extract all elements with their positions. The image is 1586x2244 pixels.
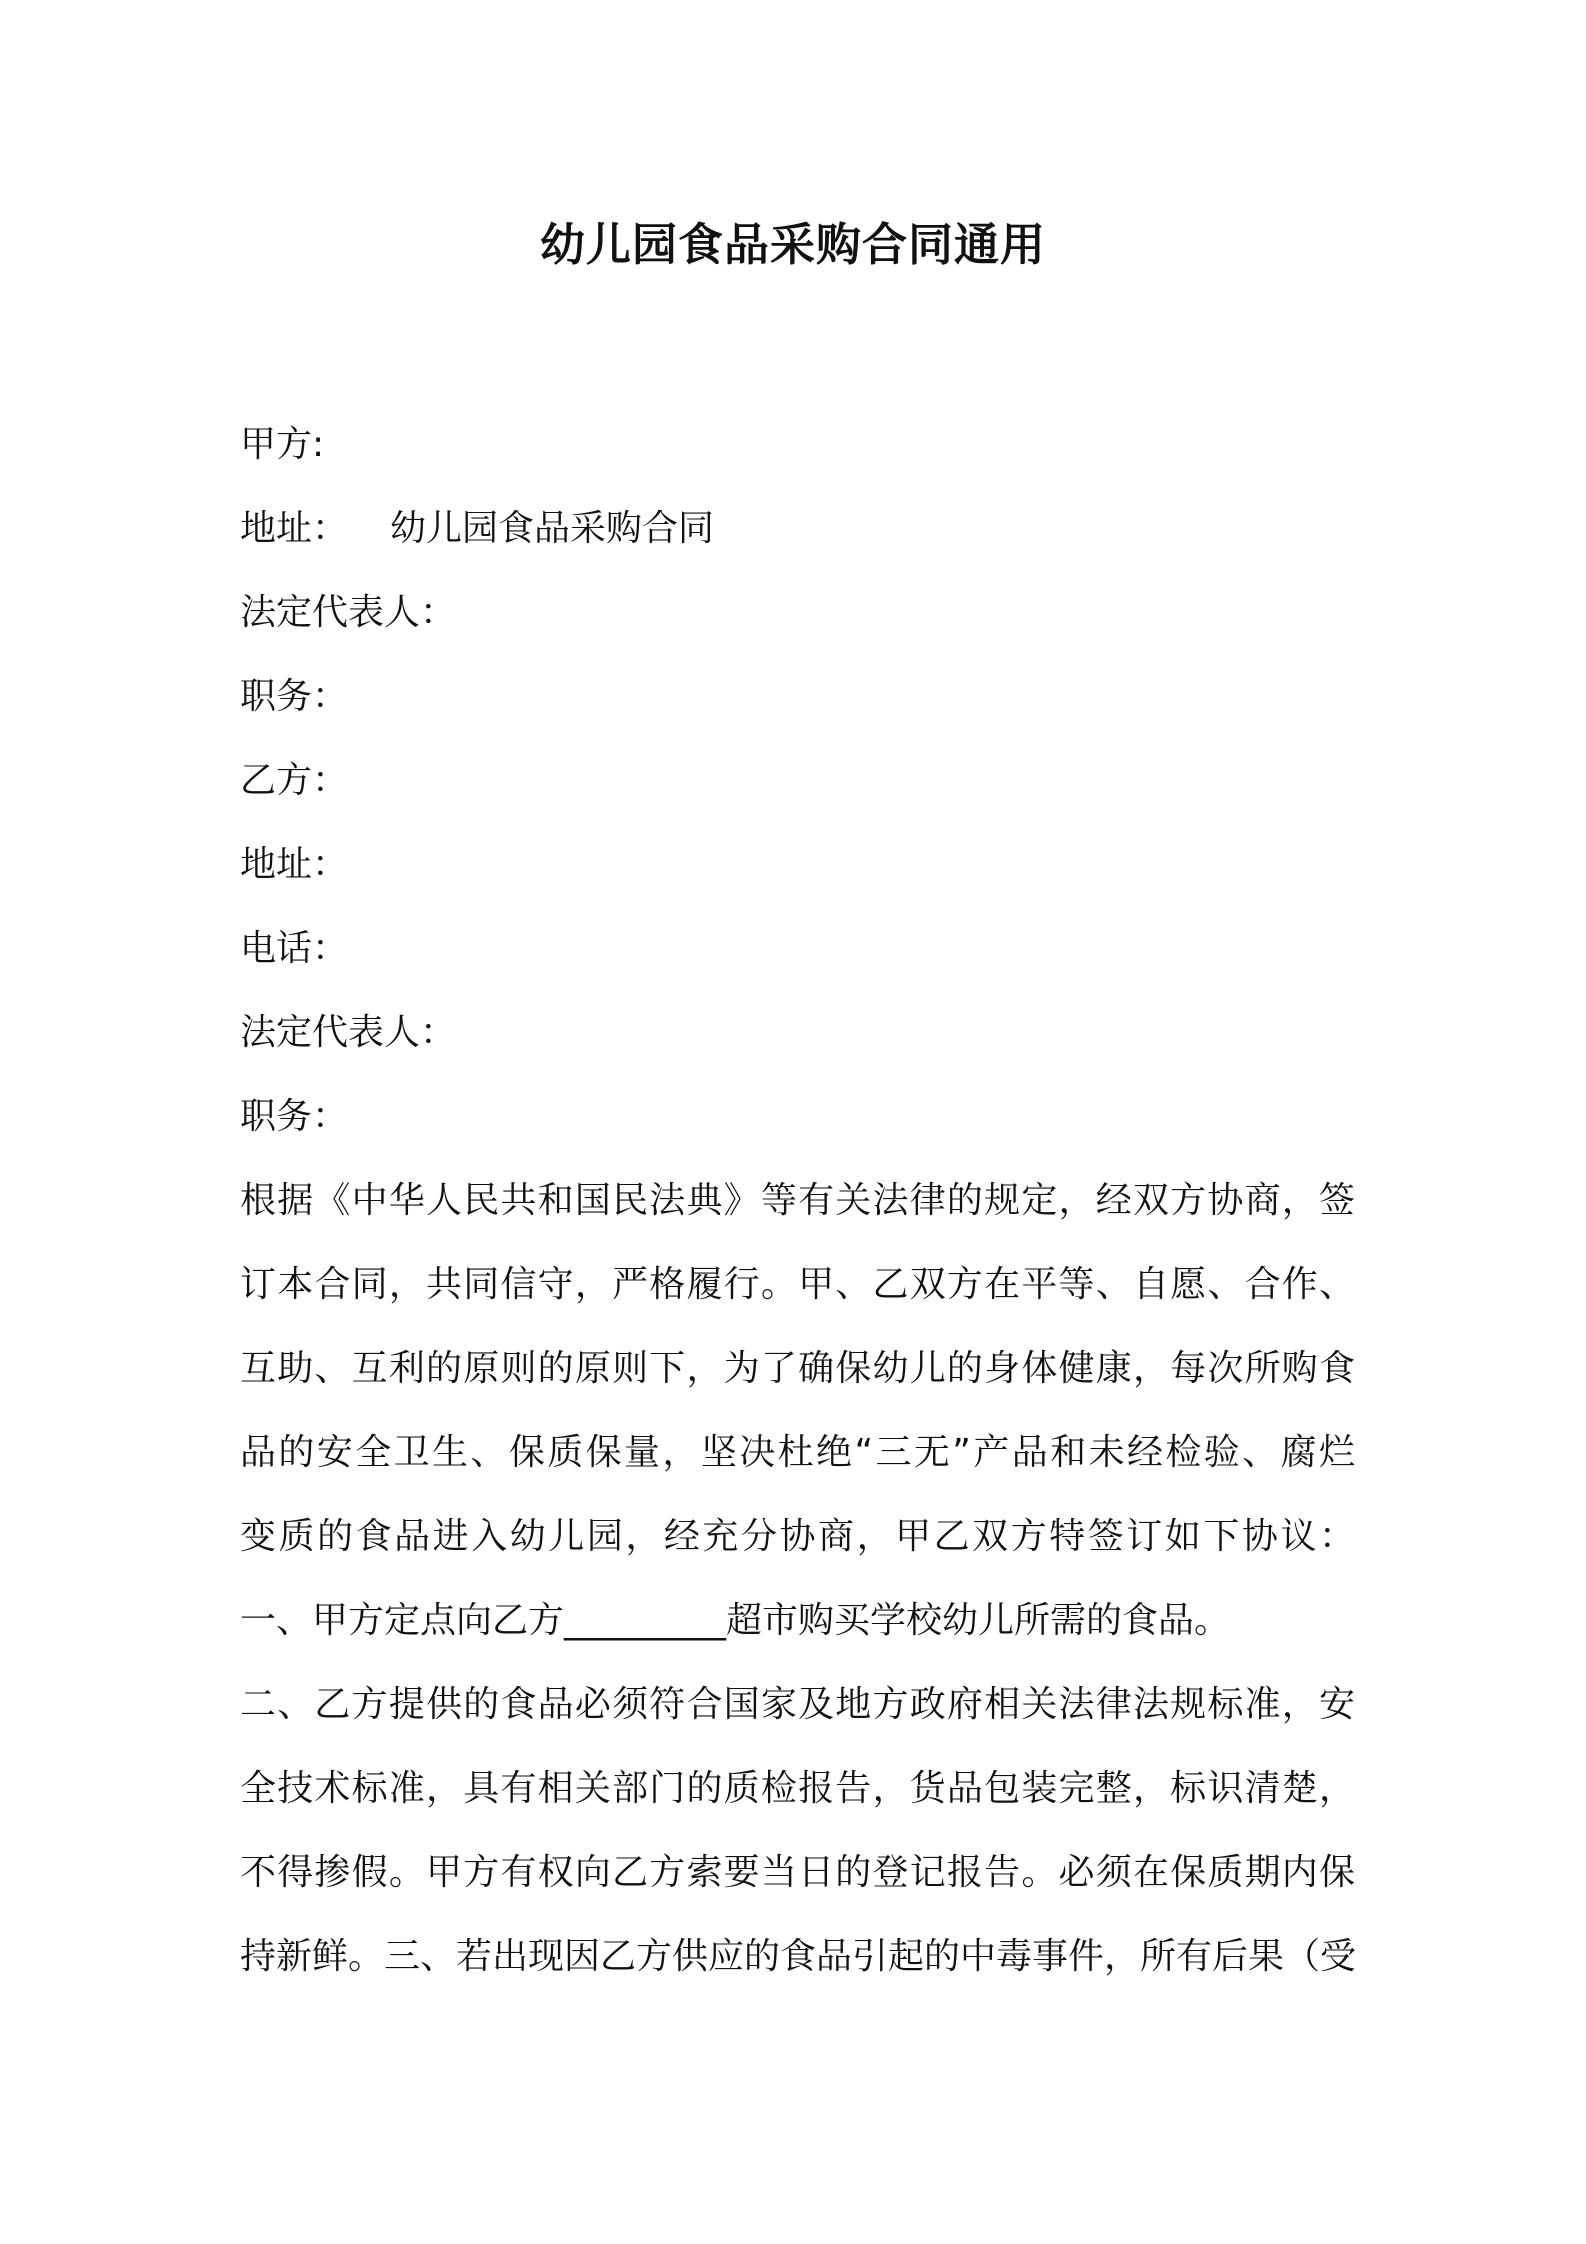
party-a-label: 甲方: [240,424,325,465]
party-b-address-label: 地址： [240,844,349,885]
party-a-position-label: 职务： [240,676,349,717]
clause-one-after: 超市购买学校幼儿所需的食品。 [726,1600,1231,1641]
clause-one-before: 一、甲方定点向乙方 [240,1600,565,1641]
party-a-representative-label: 法定代表人： [240,592,457,633]
clause-one [240,1579,1355,1663]
document-body [240,403,1355,1999]
preamble-line: 品的安全卫生、保质保量，坚决杜绝“三无”产品和未经检验、腐烂 [240,1432,1355,1473]
clause-two-line: 全技术标准，具有相关部门的质检报告，货品包装完整，标识清楚， [240,1768,1355,1809]
party-b-label: 乙方： [240,760,349,801]
document-title: 幼儿园食品采购合同通用 [539,218,1046,271]
clause-one-blank: _________ [564,1600,727,1641]
clause-two-line: 持新鲜。三、若出现因乙方供应的食品引起的中毒事件，所有后果（受 [240,1936,1357,1977]
party-a-address-label: 地址： [240,508,349,549]
party-b-position-label: 职务： [240,1096,349,1137]
clause-two-line: 不得掺假。甲方有权向乙方索要当日的登记报告。必须在保质期内保 [240,1852,1355,1893]
party-b-phone-label: 电话： [240,928,349,969]
clause-two-line: 二、乙方提供的食品必须符合国家及地方政府相关法律法规标准，安 [240,1684,1355,1725]
preamble-paragraph [240,1159,1355,1579]
party-a-address-line [240,487,1355,571]
preamble-line: 根据《中华人民共和国民法典》等有关法律的规定，经双方协商，签 [240,1180,1355,1221]
preamble-line: 互助、互利的原则的原则下，为了确保幼儿的身体健康，每次所购食 [240,1348,1355,1389]
party-b-representative-label: 法定代表人： [240,1012,457,1053]
preamble-line: 变质的食品进入幼儿园，经充分协商，甲乙双方特签订如下协议： [240,1516,1355,1557]
clause-two-paragraph [240,1663,1355,1999]
preamble-line: 订本合同，共同信守，严格履行。甲、乙双方在平等、自愿、合作、 [240,1264,1355,1305]
party-a-address-value: 幼儿园食品采购合同 [390,508,715,549]
